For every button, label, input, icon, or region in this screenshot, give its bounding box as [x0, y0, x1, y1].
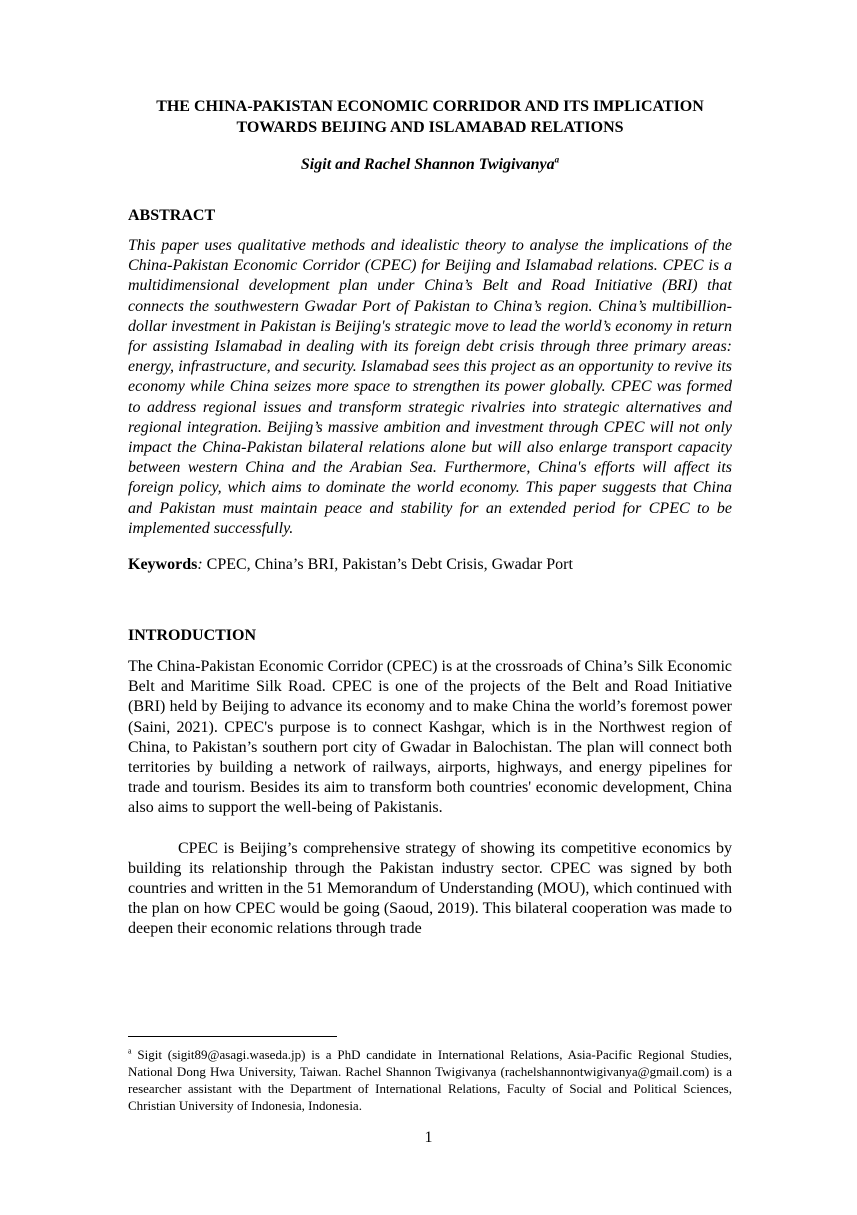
- author-footnote-marker: a: [554, 154, 560, 165]
- author-footnote: [128, 1046, 732, 1114]
- footnote-marker: a: [128, 1046, 132, 1056]
- page-number: 1: [424, 1129, 433, 1146]
- abstract-heading: ABSTRACT: [128, 207, 216, 224]
- footnote-divider: [128, 1036, 337, 1037]
- keywords-list: CPEC, China’s BRI, Pakistan’s Debt Crisis, Gwadar Port: [202, 556, 573, 574]
- keywords-line: [128, 555, 732, 575]
- keywords-colon: :: [197, 556, 203, 574]
- paper-page: [128, 96, 732, 940]
- keywords-label: Keywords: [128, 556, 198, 574]
- paper-title: THE CHINA-PAKISTAN ECONOMIC CORRIDOR AND ITS IMPLICATION TOWARDS BEIJING AND ISLAMABAD RELATIONS: [156, 98, 704, 136]
- abstract-text: This paper uses qualitative methods and idealistic theory to analyse the implications of the China-Pakistan Economic Corridor (CPEC) for Beijing and Islamabad relations. CPEC is a multidimensional development plan under China’s Belt and Road Initiative (BRI) that connects the southwestern Gwadar Port of Pakistan to China’s region. China’s multibillion-dollar investment in Pakistan is Beijing's strategic move to lead the world’s economy in return for assisting Islamabad in dealing with its foreign debt crisis through three primary areas: energy, infrastructure, and security. Islamabad sees this project as an opportunity to revive its economy while China seizes more space to strengthen its power globally. CPEC was formed to address regional issues and transform strategic rivalries into strategic alternatives and regional integration. Beijing’s massive ambition and investment through CPEC will not only impact the China-Pakistan bilateral relations alone but will also enlarge transport capacity between western China and the Arabian Sea. Furthermore, China's efforts will affect its foreign policy, which aims to dominate the world economy. This paper suggests that China and Pakistan must maintain peace and stability for an extended period for CPEC to be implemented successfully.: [128, 237, 732, 537]
- author-names: Sigit and Rachel Shannon Twigivanya: [300, 156, 555, 173]
- author-line: [128, 155, 732, 175]
- intro-paragraph-1: The China-Pakistan Economic Corridor (CPEC) is at the crossroads of China’s Silk Economic Belt and Maritime Silk Road. CPEC is one of the projects of the Belt and Road Initiative (BRI) held by Beijing to advance its economy and to make China the world’s foremost power (Saini, 2021). CPEC's purpose is to connect Kashgar, which is in the Northwest region of China, to Pakistan’s southern port city of Gwadar in Balochistan. The plan will connect both territories by building a network of railways, airports, highways, and energy pipelines for trade and tourism. Besides its aim to transform both countries' economic development, China also aims to support the well-being of Pakistanis.: [128, 658, 732, 817]
- footnote-text: Sigit (sigit89@asagi.waseda.jp) is a PhD candidate in International Relations, Asia-Pacific Regional Studies, National Dong Hwa University, Taiwan. Rachel Shannon Twigivanya (rachelshannontwigivanya@gmail.com) is a researcher assistant with the Department of International Relations, Faculty of Social and Political Sciences, Christian University of Indonesia, Indonesia.: [128, 1047, 732, 1113]
- introduction-heading: INTRODUCTION: [128, 627, 257, 645]
- intro-paragraph-2: CPEC is Beijing’s comprehensive strategy of showing its competitive economics by building its relationship through the Pakistan industry sector. CPEC was signed by both countries and written in the 51 Memorandum of Understanding (MOU), which continued with the plan on how CPEC would be going (Saoud, 2019). This bilateral cooperation was made to deepen their economic relations through trade: [128, 839, 732, 938]
